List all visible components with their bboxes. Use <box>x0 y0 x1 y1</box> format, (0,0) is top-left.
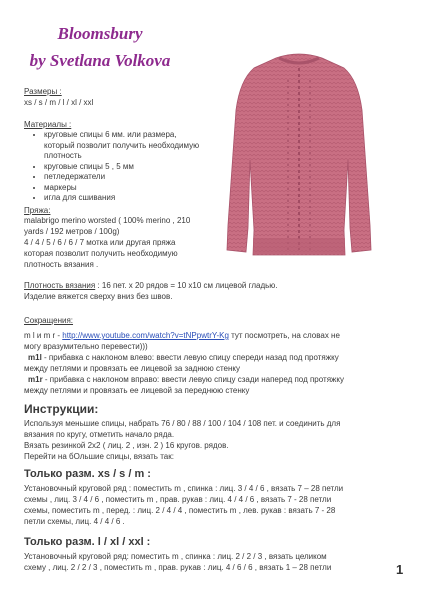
instructions-heading: Инструкции: <box>24 402 99 416</box>
size-large-line: Установочный круговой ряд: поместить m , спинка : лиц. 2 / 2 / 3 , вязать целиком <box>24 552 327 561</box>
materials-list <box>28 130 199 204</box>
size-small-heading: Только разм. xs / s / m : <box>24 468 151 480</box>
list-item: • круговые спицы 6 мм. или размера, <box>44 130 199 141</box>
size-large-line: схему , лиц. 2 / 2 / 3 , поместить m , прав. рукав : лиц. 4 / 6 / 6 , вязать 1 – 28 петли <box>24 563 332 572</box>
m1l-text: - прибавка с наклоном влево: ввести левую спицу спереди назад под протяжку <box>41 353 339 362</box>
m1r-text: - прибавка с наклоном вправо: ввести левую спицу сзади наперед под протяжку <box>42 375 344 384</box>
pattern-author: by Svetlana Volkova <box>29 51 171 70</box>
page-number: 1 <box>396 562 404 577</box>
yarn-line: плотность вязания . <box>24 260 99 269</box>
list-item: • круговые спицы 5 , 5 мм <box>44 162 199 173</box>
m1l-line <box>28 353 339 364</box>
yarn-line: malabrigo merino worsted ( 100% merino , 210 <box>24 216 191 225</box>
size-small-line: схемы, поместить m , перед. : лиц. 2 / 4 / 4 , поместить m , лев. рукав : вязать 7 - 28 <box>24 506 336 515</box>
instructions-line: Перейти на бОльшие спицы, вязать так: <box>24 452 174 461</box>
gauge-text: : 16 пет. х 20 рядов = 10 х10 см лицевой гладью. <box>95 281 278 290</box>
abbr-link-line <box>24 331 340 342</box>
yarn-line: yards / 192 метров / 100g) <box>24 227 120 236</box>
m1r-label: m1r <box>28 375 43 384</box>
yarn-line: 4 / 4 / 5 / 6 / 6 / 7 мотка или другая пряжа <box>24 238 176 247</box>
gauge-line <box>24 281 278 292</box>
abbr-prefix: m l и m r - <box>24 331 63 340</box>
abbr-suffix: тут посмотреть, на словах не <box>228 331 340 340</box>
gauge-note: Изделие вяжется сверху вниз без швов. <box>24 292 173 301</box>
sizes-list: xs / s / m / l / xl / xxl <box>24 98 94 107</box>
materials-heading: Материалы : <box>24 120 72 129</box>
size-large-heading: Только разм. l / xl / xxl : <box>24 536 151 548</box>
list-item: • маркеры <box>44 183 199 194</box>
list-item: плотность <box>44 151 82 160</box>
pattern-title: Bloomsbury <box>57 24 143 43</box>
list-item: • петледержатели <box>44 172 199 183</box>
yarn-heading: Пряжа: <box>24 206 51 215</box>
size-small-line: схемы , лиц. 3 / 4 / 6 , поместить m , прав. рукав : лиц. 4 / 4 / 6 , вязать 7 - 28 петли <box>24 495 332 504</box>
m1r-line <box>28 375 344 386</box>
size-small-line: петли схемы, лиц. 4 / 4 / 6 . <box>24 517 125 526</box>
m1l-label: m1l <box>28 353 42 362</box>
m1l-line2: между петлями и провязать ее лицевой за заднюю стенку <box>24 364 241 373</box>
video-link[interactable]: http://www.youtube.com/watch?v=tNPpwtrY-Kg <box>62 331 229 340</box>
sizes-heading: Размеры : <box>24 87 62 96</box>
instructions-line: вязания по кругу, отметить начало ряда. <box>24 430 175 439</box>
size-small-line: Установочный круговой ряд : поместить m , спинка : лиц. 3 / 4 / 6 , вязать 7 – 28 петли <box>24 484 344 493</box>
list-item: • игла для сшивания <box>44 193 199 204</box>
gauge-label: Плотность вязания <box>24 281 96 290</box>
abbr-line2: могу вразумительно перевести))) <box>24 342 148 351</box>
list-item: который позволит получить необходимую <box>44 140 200 150</box>
instructions-line: Используя меньшие спицы, набрать 76 / 80 / 88 / 100 / 104 / 108 пет. и соединить для <box>24 419 341 428</box>
m1r-line2: между петлями и провязать ее лицевой за переднюю стенку <box>24 386 250 395</box>
instructions-line: Вязать резинкой 2х2 ( лиц. 2 , изн. 2 ) 16 кругов. рядов. <box>24 441 229 450</box>
yarn-line: которая позволит получить необходимую <box>24 249 178 258</box>
abbreviations-heading: Сокращения: <box>24 316 74 325</box>
sweater-photo <box>224 50 374 260</box>
